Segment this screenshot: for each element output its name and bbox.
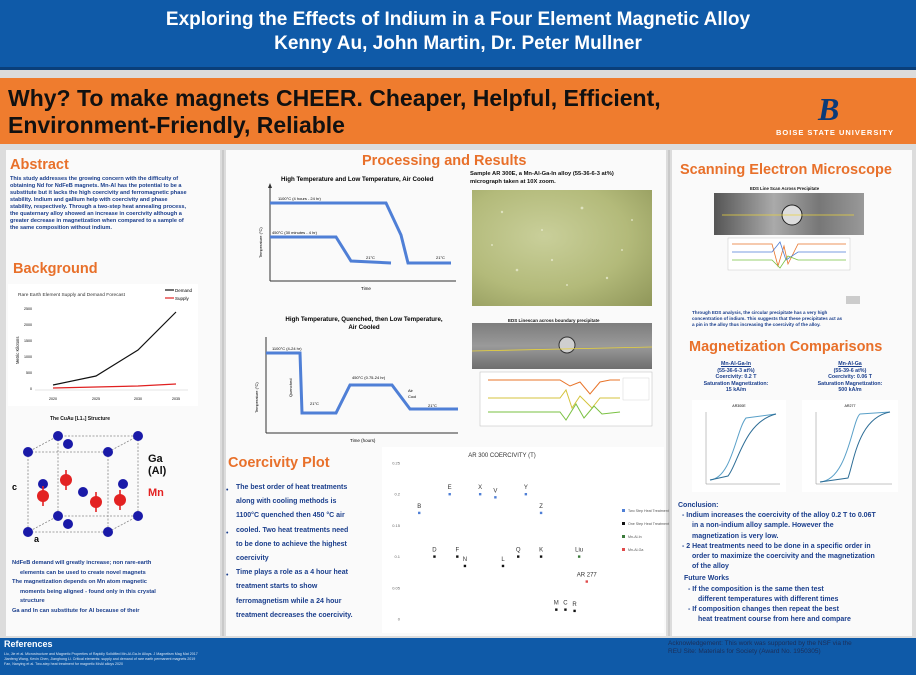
coercivity-point-label: Q <box>515 547 521 554</box>
sem-line: a pin in the alloy thus increasing the coercivity of the alloy. <box>692 322 821 327</box>
graph2-label: 1100°C (4-24 hr) <box>272 346 302 351</box>
coercivity-point <box>433 555 435 557</box>
sem-boundary-image <box>472 323 652 369</box>
conclusion-line: of the alloy <box>692 563 729 571</box>
sem-line: concentration of indium. This suggests that these precipitates act as <box>692 316 843 321</box>
coercivity-point <box>555 608 557 610</box>
bullet-markers <box>224 486 232 626</box>
coercivity-point <box>479 493 481 495</box>
coercivity-point-label: Z <box>539 503 543 510</box>
coercivity-heading: Coercivity Plot <box>228 455 330 471</box>
coercivity-scatter-chart <box>382 447 669 633</box>
ack-line: Acknowledgement: This work was supported by the NSF via the <box>668 640 852 647</box>
sample-caption-line: Sample AR 300E, a Mn-Al-Ga-In alloy (55-36-6-3 at%) <box>470 171 614 177</box>
graph2-label: Cool <box>408 394 417 399</box>
coercivity-point-label: E <box>447 485 452 492</box>
legend-swatch <box>622 522 625 525</box>
future-line: heat treatment course from here and compare <box>698 616 851 624</box>
bullet-line: NdFeB demand will greatly increase; non rare-earth <box>12 560 152 566</box>
graph1-ylabel: Temperature (°C) <box>258 227 263 258</box>
legend-label: Two Step Heat Treatment <box>628 509 669 513</box>
coercivity-point-label: M <box>553 600 559 607</box>
hysteresis-right-title: AR277 <box>844 404 856 408</box>
motivation-text: Why? To make magnets CHEER. Cheaper, Helpful, Efficient, Environment-Friendly, Reliable <box>8 85 661 138</box>
atom-al-label: (Al) <box>148 465 167 477</box>
sem-scale-bar <box>846 296 860 304</box>
bullet-line: Time plays a role as a 4 hour heat <box>236 569 348 577</box>
magnetization-heading: Magnetization Comparisons <box>689 339 883 355</box>
graph1-label: 1100°C (4 hours - 24 hr) <box>278 196 321 201</box>
sem-precipitate-image <box>714 193 864 235</box>
coercivity-point <box>540 555 542 557</box>
xtick: 2025 <box>92 397 100 401</box>
abstract-line: stability. Indium and gallium help with coercivity and phase <box>10 197 168 203</box>
graph2-label: Quenched <box>288 378 293 397</box>
structure-title: The CuAu [L1₀] Structure <box>50 416 111 422</box>
graph1-xlabel: Time <box>361 286 371 291</box>
graph2-label: 21°C <box>310 401 319 406</box>
coercivity-point <box>525 493 527 495</box>
coercivity-point-label: N <box>462 556 468 563</box>
reference-line: Liu, Jie et al. Microstructure and Magnetic Properties of Rapidly Solidified Mn-Al-Ga-In Alloys. J Magnetism Mag Mat 2017 <box>4 652 198 656</box>
conclusion-line: - Indium increases the coercivity of the alloy 0.2 T to 0.06T <box>682 512 876 520</box>
coercivity-point-label: K <box>539 547 544 554</box>
axis-c-label: c <box>12 482 18 492</box>
abstract-line: stability, respectively. Through a two-step heat annealing process, <box>10 204 187 210</box>
university-logo <box>760 85 910 141</box>
mag-left-sat: Saturation Magnetization: <box>703 380 769 387</box>
abstract-heading: Abstract <box>10 157 69 173</box>
coercivity-point <box>540 512 542 514</box>
graph1-label: 21°C <box>366 255 375 260</box>
ytick: 1000 <box>24 355 32 359</box>
coercivity-point-label: L <box>501 556 505 563</box>
poster-title: Exploring the Effects of Indium in a Four Element Magnetic Alloy <box>165 9 751 30</box>
abstract-line: substitute but it lacks the high coercivity and ferromagnetic phase <box>10 190 187 196</box>
ack-line: REU Site: Materials for Society (Award No. 1950305) <box>668 648 821 655</box>
coercivity-bullets <box>228 481 378 623</box>
background-heading: Background <box>13 261 98 277</box>
sem-eds-title: EDS Line Scan Across Precipitate <box>750 186 820 191</box>
legend-swatch <box>622 509 625 512</box>
coercivity-ytick: 0.05 <box>392 585 400 591</box>
mag-right-name: Mn-Al-Ga <box>838 361 862 367</box>
reference-line: Fan, Nanying et al. Two-step heat treatment for magnetic MnAl alloys 2020 <box>4 662 123 666</box>
future-line: different temperatures with different times <box>698 595 839 603</box>
future-line: - If composition changes then repeat the best <box>688 606 839 614</box>
graph1-title: High Temperature and Low Temperature, Air Cooled <box>281 176 434 183</box>
abstract-line: the quaternary alloy showed an increase in coercivity although a <box>10 211 182 217</box>
bullet-line: 1100°C quenched then 450 °C air <box>236 512 345 520</box>
ytick: 500 <box>26 371 32 375</box>
mag-right-sat: Saturation Magnetization: <box>817 380 883 387</box>
ytick: 2500 <box>24 307 32 311</box>
ytick: 1500 <box>24 339 32 343</box>
logo-name: BOISE STATE UNIVERSITY <box>776 128 894 137</box>
graph2-title: Air Cooled <box>348 324 380 331</box>
supply-demand-ylabel: Metric Kilotons <box>15 336 20 364</box>
micrograph-image <box>472 190 652 306</box>
legend-label: One Step Heat Treatment <box>628 522 669 526</box>
poster-authors: Kenny Au, John Martin, Dr. Peter Mullner <box>274 33 642 54</box>
reference-line: Jianfeng Wang, Kevin Chen, Jianghong Li. Critical elements: supply and demand of rare earth permanent magnets 2019 <box>4 657 196 661</box>
bullet-line: Ga and In can substitute for Al because of their <box>12 607 140 614</box>
mag-left-comp: (55-36-6-3 at%) <box>717 367 755 374</box>
conclusion-line: magnetization is very low. <box>692 532 779 540</box>
xtick: 2020 <box>49 397 57 401</box>
references-heading: References <box>4 639 53 649</box>
atom-ga-label: Ga <box>148 453 163 465</box>
column-divider <box>668 150 670 636</box>
ytick: 0 <box>30 387 32 391</box>
heat-treatment-graph-2 <box>252 313 464 445</box>
legend-swatch <box>622 535 625 538</box>
sem-line: Through EDS analysis, the circular precipitate has a very high <box>692 310 828 315</box>
coercivity-point <box>586 580 588 582</box>
bullet-line: along with cooling methods is <box>236 498 337 506</box>
abstract-text <box>10 176 187 232</box>
mag-left-coer: Coercivity: 0.2 T <box>715 374 757 381</box>
bullet-dot: • <box>226 530 229 537</box>
conclusion-line: - 2 Heat treatments need to be done in a specific order in <box>682 542 871 550</box>
coercivity-point <box>418 512 420 514</box>
coercivity-ytick: 0.15 <box>392 522 400 528</box>
graph2-label: 21°C <box>428 403 437 408</box>
mag-left-info <box>688 361 784 394</box>
coercivity-point-label: R <box>572 601 577 608</box>
ytick: 2000 <box>24 323 32 327</box>
coercivity-ytick: 0.1 <box>394 554 400 560</box>
coercivity-point-label: AR 277 <box>576 572 597 579</box>
coercivity-point-label: C <box>563 600 568 607</box>
conclusion-heading: Conclusion: <box>678 502 719 509</box>
bullet-line: The best order of heat treatments <box>236 484 348 491</box>
logo-b-icon: B <box>818 91 840 127</box>
abstract-line: This study addresses the growing concern with the difficulty of <box>10 176 179 182</box>
graph2-title: High Temperature, Quenched, then Low Temperature, <box>285 316 443 323</box>
mag-right-coer: Coercivity: 0.06 T <box>828 374 872 381</box>
abstract-line: greater decrease in magnetization when compared to a sample of <box>10 218 184 224</box>
coercivity-point-label: V <box>493 488 498 495</box>
sample-caption-line: micrograph taken at 10X zoom. <box>470 178 556 185</box>
coercivity-point <box>494 496 496 498</box>
legend-supply: Supply <box>175 296 189 301</box>
crystal-structure-diagram <box>8 428 218 556</box>
coercivity-ytick: 0 <box>397 616 400 622</box>
sem-eds-plot <box>728 238 850 270</box>
bullet-line: cooled. Two heat treatments need <box>236 526 349 534</box>
coercivity-point <box>517 555 519 557</box>
coercivity-point-label: Y <box>523 485 528 492</box>
conclusion-line: in a non-indium alloy sample. However the <box>692 522 834 530</box>
coercivity-point-label: Liu <box>575 547 584 554</box>
coercivity-point <box>456 555 458 557</box>
bullet-line: ferromagnetism while a 24 hour <box>236 597 342 605</box>
future-line: - If the composition is the same then test <box>688 585 824 593</box>
graph2-label: Air <box>408 388 413 393</box>
mag-right-satv: 500 kA/m <box>838 387 862 394</box>
sem-heading: Scanning Electron Microscope <box>680 162 892 178</box>
graph2-xlabel: Time (hours) <box>350 438 376 443</box>
bullet-line: moments being aligned - found only in this crystal <box>20 588 156 595</box>
graph1-label: 21°C <box>436 255 445 260</box>
mag-left-name: Mn-Al-Ga-In <box>720 361 751 367</box>
axis-a-label: a <box>34 534 40 544</box>
processing-heading: Processing and Results <box>362 153 527 169</box>
coercivity-point <box>573 610 575 612</box>
eds-boundary-plot <box>480 372 652 426</box>
legend-label: Mn-Al-In <box>628 535 642 539</box>
xtick: 2035 <box>172 397 180 401</box>
abstract-line: the same composition without indium. <box>10 225 112 231</box>
legend-label: Mn-Al-Ga <box>628 548 644 552</box>
future-works-heading: Future Works <box>684 575 729 583</box>
bullet-line: treatment starts to show <box>236 583 318 591</box>
legend-swatch <box>622 548 625 551</box>
coercivity-point <box>578 555 580 557</box>
coercivity-point <box>464 565 466 567</box>
mag-right-comp: (55-39-6 at%) <box>833 367 867 374</box>
poster-header <box>0 0 916 70</box>
bullet-line: treatment decreases the coercivity. <box>236 611 353 619</box>
bullet-line: coercivity <box>236 555 269 563</box>
legend-demand: Demand <box>175 288 193 293</box>
coercivity-point <box>564 608 566 610</box>
graph2-label: 450°C (0.75-24 hr) <box>352 375 386 380</box>
sem-text <box>692 310 842 328</box>
bullet-line: to be done to achieve the highest <box>236 540 347 548</box>
hysteresis-left-title: AR300E <box>732 404 746 408</box>
sample-caption <box>470 171 614 186</box>
abstract-line: obtaining Nd for NdFeB magnets. Mn-Al has the potential to be a <box>10 183 182 189</box>
hysteresis-plot-right <box>802 400 898 492</box>
coercivity-point-label: X <box>478 485 483 492</box>
coercivity-point-label: D <box>432 547 437 554</box>
graph1-label: 450°C (30 minutes - 4 hr) <box>272 230 317 235</box>
coercivity-point-label: B <box>417 503 422 510</box>
graph2-ylabel: Temperature (°C) <box>254 382 259 413</box>
acknowledgement <box>668 640 908 656</box>
conclusion-line: order to maximize the coercivity and the magnetization <box>692 553 875 561</box>
bullet-line: elements can be used to create novel magnets <box>20 569 146 576</box>
supply-demand-chart <box>8 284 198 406</box>
bullet-line: structure <box>20 598 45 604</box>
mag-left-satv: 15 kA/m <box>725 387 747 394</box>
coercivity-point-label: F <box>455 547 460 554</box>
conclusion-section <box>678 501 914 625</box>
hysteresis-plot-left <box>692 400 786 492</box>
coercivity-ytick: 0.25 <box>392 460 400 466</box>
bullet-dot: • <box>226 572 229 579</box>
heat-treatment-graph-1 <box>256 173 462 293</box>
bullet-dot: • <box>226 487 229 494</box>
xtick: 2030 <box>134 397 142 401</box>
supply-demand-title: Rare Earth Element Supply and Demand Forecast <box>18 293 125 298</box>
background-bullets <box>12 559 156 616</box>
coercivity-point <box>448 493 450 495</box>
atom-mn-label: Mn <box>148 487 164 499</box>
eds-boundary-title: EDS Linescan across boundary precipitate <box>508 318 600 323</box>
coercivity-point <box>502 565 504 567</box>
bullet-line: The magnetization depends on Mn atom magnetic <box>12 579 147 585</box>
mag-right-info <box>802 361 898 394</box>
coercivity-chart-title: AR 300 COERCIVITY (T) <box>468 453 536 459</box>
coercivity-ytick: 0.2 <box>394 491 400 497</box>
